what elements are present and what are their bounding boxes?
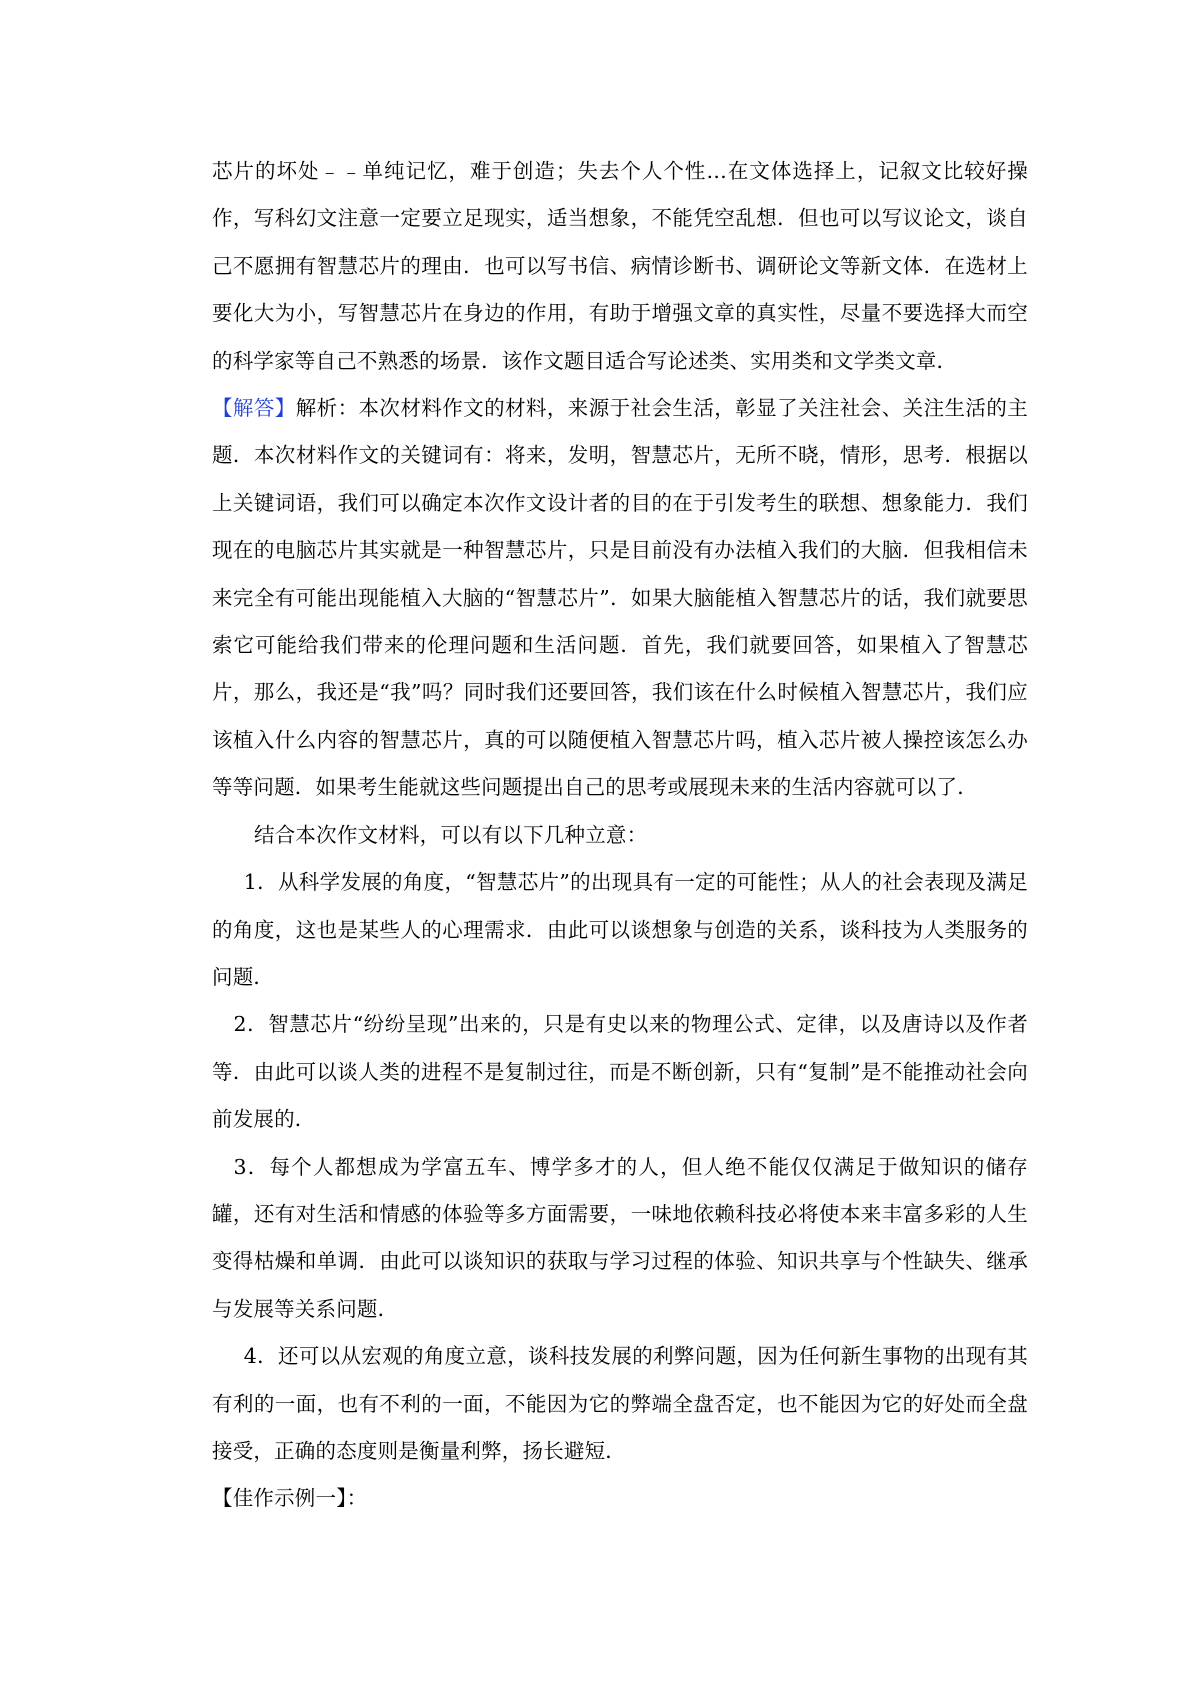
intent-intro: 结合本次作文材料，可以有以下几种立意： bbox=[254, 822, 648, 847]
document-page bbox=[212, 148, 1028, 1523]
example-heading: 【佳作示例一】： bbox=[212, 1486, 368, 1511]
answer-text: 解析：本次材料作文的材料，来源于社会生活，彰显了关注社会、关注生活的主题．本次材料作文的关键词有：将来，发明，智慧芯片，无所不晓，情形，思考．根据以上关键词语，我们可以确定本次作文设计者的目的在于引发考生的联想、想象能力．我们现在的电脑芯片其实就是一种智慧芯片，只是目前没有办法植入我们的大脑．但我相信未来完全有可能出现能植入大脑的“智慧芯片”．如果大脑能植入智慧芯片的话，我们就要思索它可能给我们带来的伦理问题和生活问题．首先，我们就要回答，如果植入了智慧芯片，那么，我还是“我”吗？同时我们还要回答，我们该在什么时候植入智慧芯片，我们应该植入什么内容的智慧芯片，真的可以随便植入智慧芯片吗，植入芯片被人操控该怎么办等等问题．如果考生能就这些问题提出自己的思考或展现未来的生活内容就可以了． bbox=[212, 396, 1028, 800]
answer-paragraph bbox=[212, 385, 1028, 812]
intent-item-2: 2．智慧芯片“纷纷呈现”出来的，只是有史以来的物理公式、定律，以及唐诗以及作者等．由此可以谈人类的进程不是复制过往，而是不断创新，只有“复制”是不能推动社会向前发展的． bbox=[212, 1012, 1028, 1132]
intent-item-1: 1．从科学发展的角度，“智慧芯片”的出现具有一定的可能性；从人的社会表现及满足的角度，这也是某些人的心理需求．由此可以谈想象与创造的关系，谈科技为人类服务的问题． bbox=[212, 870, 1028, 989]
analysis-paragraph-continued: 芯片的坏处﹣﹣单纯记忆，难于创造；失去个人个性…在文体选择上，记叙文比较好操作，写科幻文注意一定要立足现实，适当想象，不能凭空乱想．但也可以写议论文，谈自己不愿拥有智慧芯片的理由．也可以写书信、病情诊断书、调研论文等新文体．在选材上要化大为小，写智慧芯片在身边的作用，有助于增强文章的真实性，尽量不要选择大而空的科学家等自己不熟悉的场景．该作文题目适合写论述类、实用类和文学类文章． bbox=[212, 159, 1028, 373]
intent-item-3: 3．每个人都想成为学富五车、博学多才的人，但人绝不能仅仅满足于做知识的储存罐，还有对生活和情感的体验等多方面需要，一味地依赖科技必将使本来丰富多彩的人生变得枯燥和单调．由此可以谈知识的获取与学习过程的体验、知识共享与个性缺失、继承与发展等关系问题． bbox=[212, 1154, 1028, 1321]
intent-item-4: 4．还可以从宏观的角度立意，谈科技发展的利弊问题，因为任何新生事物的出现有其有利的一面，也有不利的一面，不能因为它的弊端全盘否定，也不能因为它的好处而全盘接受，正确的态度则是衡量利弊，扬长避短． bbox=[212, 1344, 1028, 1463]
answer-tag: 【解答】 bbox=[212, 396, 296, 421]
